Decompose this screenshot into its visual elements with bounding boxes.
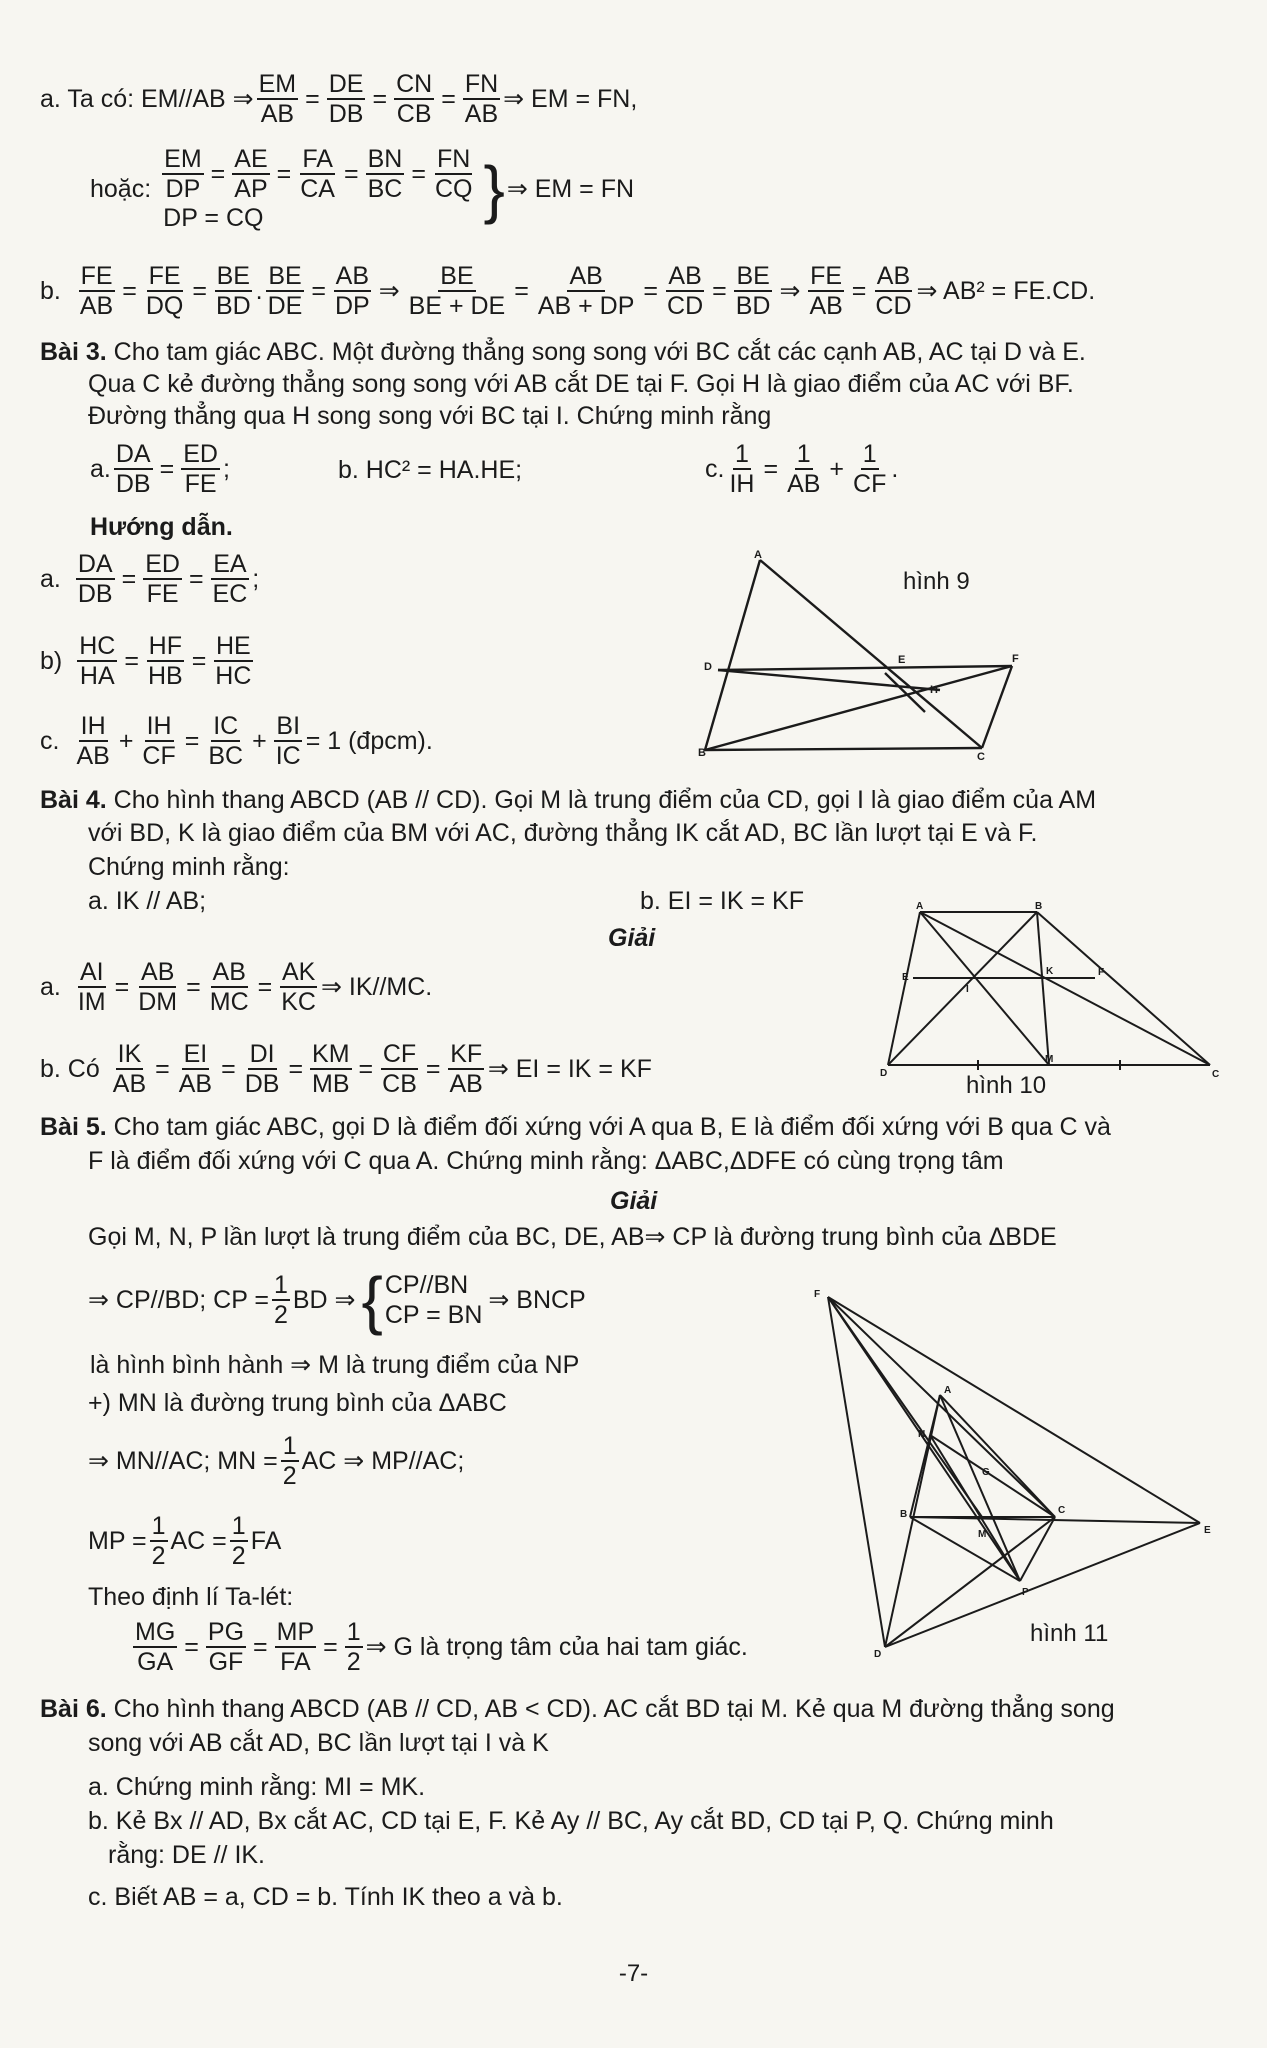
svg-text:I: I — [966, 984, 969, 995]
svg-text:K: K — [1046, 966, 1054, 977]
bai5-sol-6: MP = $\frac{1}{2}$ AC = $\frac{1}{2}$ FA — [88, 1512, 282, 1570]
bai4-line-1: Bài 4. Cho hình thang ABCD (AB // CD). Gọi M là trung điểm của CD, gọi I là giao điểm của AM — [40, 786, 1097, 814]
svg-text:D: D — [874, 1649, 882, 1660]
figure-11 — [810, 1285, 1230, 1665]
figure-11-caption: hình 11 — [1030, 1620, 1109, 1647]
svg-text:N: N — [918, 1429, 926, 1440]
svg-text:F: F — [1098, 967, 1105, 978]
svg-text:F: F — [814, 1289, 821, 1300]
bai5-sol-2: ⇒ CP//BD; CP = $\frac{1}{2}$ BD ⇒ { CP//BN CP = BN ⇒ BNCP — [88, 1264, 586, 1336]
bai5-line-1: Bài 5. Cho tam giác ABC, gọi D là điểm đối xứng với A qua B, E là điểm đối xứng với B qua C và — [40, 1113, 1111, 1141]
figure-10 — [880, 900, 1220, 1080]
bai4-sol-b: b. Có $\frac{IK}{AB}$ = $\frac{EI}{AB}$ = $\frac{DI}{DB}$ = $\frac{KM}{MB}$ = $\frac{CF}{CB}$ = $\frac{KF}{AB}$ ⇒ EI = IK = KF — [40, 1040, 652, 1098]
bai3-line-3: Đường thẳng qua H song song với BC tại I. Chứng minh rằng — [88, 402, 772, 430]
bai5-sol-5: ⇒ MN//AC; MN = $\frac{1}{2}$ AC ⇒ MP//AC; — [88, 1432, 465, 1490]
bai3-hd-a: a. $\frac{DA}{DB}$ = $\frac{ED}{FE}$ = $\frac{EA}{EC}$ ; — [40, 550, 260, 608]
bai3-hd-b: b) $\frac{HC}{HA}$ = $\frac{HF}{HB}$ = $\frac{HE}{HC}$ — [40, 632, 252, 690]
svg-text:B: B — [1035, 901, 1043, 912]
page-number: -7- — [618, 1960, 649, 1987]
svg-text:E: E — [898, 654, 906, 666]
figure-9-caption: hình 9 — [903, 568, 970, 595]
svg-text:C: C — [977, 751, 985, 763]
svg-text:E: E — [1204, 1525, 1211, 1536]
bai5-line-2: F là điểm đối xứng với C qua A. Chứng minh rằng: ΔABC,ΔDFE có cùng trọng tâm — [88, 1147, 1004, 1175]
fig9-side-ab — [705, 560, 760, 750]
svg-text:D: D — [880, 1068, 888, 1079]
svg-text:H: H — [930, 684, 938, 696]
svg-text:E: E — [902, 972, 909, 983]
bai4-line-3: Chứng minh rằng: — [88, 853, 290, 881]
eq-hoac: hoặc: $\frac{EM}{DP}$ = $\frac{AE}{AP}$ = $\frac{FA}{CA}$ = $\frac{BN}{BC}$ = $\frac{FN}{CQ}$ DP = CQ } ⇒ EM = FN — [90, 145, 635, 232]
bai3-huong-dan: Hướng dẫn. — [90, 513, 233, 541]
bai5-sol-3: là hình bình hành ⇒ M là trung điểm của NP — [90, 1351, 580, 1379]
figure-9 — [690, 550, 1030, 765]
svg-text:B: B — [900, 1509, 908, 1520]
bai5-giai: Giải — [610, 1187, 658, 1215]
bai3-line-2: Qua C kẻ đường thẳng song song với AB cắt DE tại F. Gọi H là giao điểm của AC với BF. — [88, 370, 1074, 398]
bai6-claim-a: a. Chứng minh rằng: MI = MK. — [88, 1773, 426, 1801]
bai3-line-1: Bài 3. Cho tam giác ABC. Một đường thẳng song song với BC cắt các cạnh AB, AC tại D và E. — [40, 338, 1086, 366]
bai4-giai: Giải — [608, 924, 656, 952]
svg-text:C: C — [1058, 1505, 1066, 1516]
bai5-sol-1: Gọi M, N, P lần lượt là trung điểm của BC, DE, AB⇒ CP là đường trung bình của ΔBDE — [88, 1223, 1057, 1251]
bai5-sol-7: Theo định lí Ta-lét: — [88, 1583, 294, 1611]
bai5-sol-4: +) MN là đường trung bình của ΔABC — [88, 1389, 507, 1417]
bai3-claim-b: b. HC² = HA.HE; — [338, 456, 523, 484]
svg-text:G: G — [982, 1467, 990, 1478]
svg-text:A: A — [916, 901, 924, 912]
bai5-sol-8: $\frac{MG}{GA}$ = $\frac{PG}{GF}$ = $\frac{MP}{FA}$ = $\frac{1}{2}$ ⇒ G là trọng tâm của hai tam giác. — [135, 1618, 748, 1676]
svg-text:M: M — [978, 1529, 987, 1540]
bai6-line-1: Bài 6. Cho hình thang ABCD (AB // CD, AB < CD). AC cắt BD tại M. Kẻ qua M đường thẳng song — [40, 1695, 1115, 1723]
svg-text:D: D — [704, 661, 712, 673]
bai3-claim-a: a. $\frac{DA}{DB}$ = $\frac{ED}{FE}$ ; — [90, 440, 230, 498]
bai6-claim-c: c. Biết AB = a, CD = b. Tính IK theo a và b. — [88, 1883, 563, 1911]
bai6-claim-b-2: rằng: DE // IK. — [108, 1841, 266, 1869]
svg-text:B: B — [698, 747, 706, 759]
figure-10-caption: hình 10 — [966, 1072, 1047, 1099]
svg-text:P: P — [1022, 1587, 1029, 1598]
bai6-line-2: song với AB cắt AD, BC lần lượt tại I và K — [88, 1729, 549, 1757]
bai4-claim-b: b. EI = IK = KF — [640, 887, 804, 915]
bai4-sol-a: a. $\frac{AI}{IM}$ = $\frac{AB}{DM}$ = $\frac{AB}{MC}$ = $\frac{AK}{KC}$ ⇒ IK//MC. — [40, 958, 433, 1016]
bai3-claim-c: c. $\frac{1}{IH}$ = $\frac{1}{AB}$ + $\frac{1}{CF}$ . — [705, 440, 899, 498]
svg-text:A: A — [944, 1385, 952, 1396]
eq-b-fe: b. $\frac{FE}{AB}$ = $\frac{FE}{DQ}$ = $\frac{BE}{BD}$ . $\frac{BE}{DE}$ = $\frac{AB}{DP}$ ⇒ $\frac{BE}{BE + DE}$ = $\frac{AB}{AB + DP}$ = $\frac{AB}{CD}$ = $\frac{BE}{BD}$ ⇒ $\frac{FE}{AB}$ = $\frac{AB}{CD}$ ⇒ AB² = FE.CD. — [40, 262, 1096, 320]
bai4-line-2: với BD, K là giao điểm của BM với AC, đường thẳng IK cắt AD, BC lần lượt tại E và F. — [88, 819, 1038, 847]
svg-text:C: C — [1212, 1069, 1220, 1080]
bai6-claim-b-1: b. Kẻ Bx // AD, Bx cắt AC, CD tại E, F. Kẻ Ay // BC, Ay cắt BD, CD tại P, Q. Chứng minh — [88, 1807, 1054, 1835]
bai4-claim-a: a. IK // AB; — [88, 887, 207, 915]
bai3-hd-c: c. $\frac{IH}{AB}$ + $\frac{IH}{CF}$ = $\frac{IC}{BC}$ + $\frac{BI}{IC}$ = 1 (đpcm). — [40, 712, 433, 770]
svg-text:A: A — [754, 550, 762, 561]
svg-text:F: F — [1012, 653, 1019, 665]
svg-text:M: M — [1045, 1054, 1054, 1065]
eq-em-ab: a. Ta có: EM//AB ⇒ $\frac{EM}{AB}$ = $\frac{DE}{DB}$ = $\frac{CN}{CB}$ = $\frac{FN}{AB}$ ⇒ EM = FN, — [40, 70, 638, 128]
